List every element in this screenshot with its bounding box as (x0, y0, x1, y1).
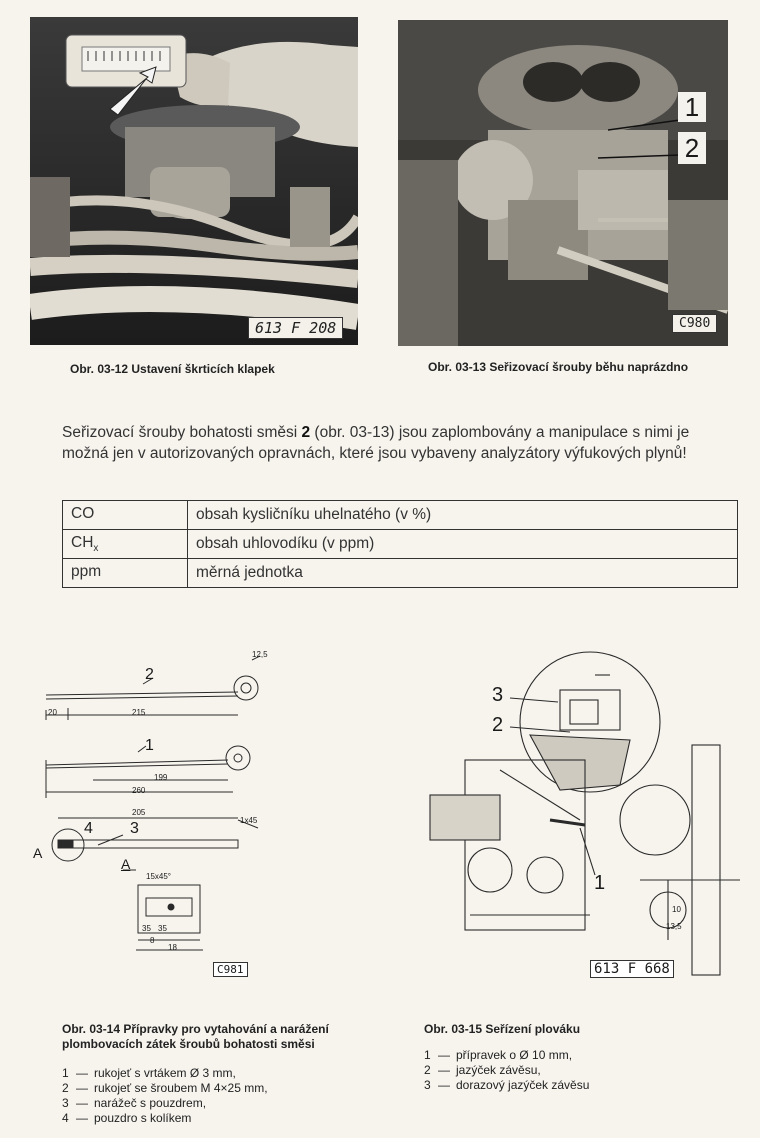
dim-label: 13,5 (666, 922, 682, 931)
table-row (63, 559, 738, 588)
dim-label: 1x45 (240, 816, 258, 825)
float-technical-drawing (410, 650, 740, 985)
warning-paragraph (62, 422, 738, 464)
figure-caption-03-13: Obr. 03-13 Seřizovací šrouby běhu naprázdno (428, 360, 689, 374)
dim-label: 205 (132, 808, 146, 817)
paragraph-bold-ref: 2 (301, 424, 311, 441)
legend-03-14 (62, 1066, 268, 1126)
figure-caption-03-14 (62, 1022, 329, 1052)
table-row (63, 501, 738, 530)
list-item: 2 — jazýček závěsu, (424, 1063, 541, 1077)
figure-code-label: 613 F 668 (590, 960, 674, 978)
callout-1: 1 (594, 872, 606, 894)
dim-label: 10 (672, 905, 681, 914)
unit-abbr: ppm (63, 559, 188, 588)
tools-technical-drawing (28, 640, 358, 985)
dim-label: 20 (48, 708, 57, 717)
dim-label: 15x45° (146, 872, 171, 881)
dim-label: 35 (142, 924, 151, 933)
unit-description: obsah kysličníku uhelnatého (v %) (188, 501, 738, 530)
drawing-float-adjustment-03-15 (410, 650, 740, 985)
list-item: 4 — pouzdro s kolíkem (62, 1111, 192, 1125)
section-label-a-detail: A (121, 856, 131, 872)
list-item: 1 — rukojeť s vrtákem Ø 3 mm, (62, 1066, 236, 1080)
paragraph-text-start: Seřizovací šrouby bohatosti směsi (62, 424, 302, 441)
drawing-tools-03-14 (28, 640, 358, 985)
dim-label: 260 (132, 786, 146, 795)
callout-1: 1 (678, 92, 706, 122)
callout-3: 3 (130, 820, 139, 837)
callout-3: 3 (492, 684, 504, 706)
list-item: 1 — přípravek o Ø 10 mm, (424, 1048, 573, 1062)
section-label-a: A (33, 845, 43, 861)
figure-code-label: C981 (213, 962, 248, 977)
dim-label: 199 (154, 773, 168, 782)
figure-caption-03-12: Obr. 03-12 Ustavení škrticích klapek (70, 362, 275, 376)
callout-1: 1 (145, 737, 154, 754)
caption-line: Obr. 03-14 Přípravky pro vytahování a narážení (62, 1022, 329, 1036)
dim-label: 215 (132, 708, 146, 717)
photo-idle-adjusting-screws (398, 20, 728, 346)
callout-2: 2 (145, 666, 154, 683)
photo-throttle-adjustment (30, 17, 358, 345)
carburetor-photo-illustration (398, 20, 728, 346)
caption-line: plombovacích zátek šroubů bohatosti směsi (62, 1037, 315, 1051)
list-item: 2 — rukojeť se šroubem M 4×25 mm, (62, 1081, 268, 1095)
dim-label: 18 (168, 943, 177, 952)
paragraph-text-end: (obr. 03-13) jsou zaplombovány a manipulace s nimi je možná jen v autorizovaných opravnách, které jsou vybaveny analyzátory výfukových plynů! (62, 424, 690, 462)
unit-description: obsah uhlovodíku (v ppm) (188, 530, 738, 559)
table-row (63, 530, 738, 559)
callout-2: 2 (678, 132, 706, 164)
photo-code-label: 613 F 208 (248, 317, 343, 339)
callout-4: 4 (84, 820, 93, 837)
unit-description: měrná jednotka (188, 559, 738, 588)
dim-label: 35 (158, 924, 167, 933)
photo-code-label: C980 (672, 314, 717, 333)
legend-03-15 (424, 1048, 589, 1093)
dim-label: 8 (150, 936, 155, 945)
dim-label: 12,5 (252, 650, 268, 659)
list-item: 3 — dorazový jazýček závěsu (424, 1078, 590, 1092)
figure-caption-03-15: Obr. 03-15 Seřízení plováku (424, 1022, 581, 1036)
callout-2: 2 (492, 714, 504, 736)
unit-abbr: $CH_x$ (63, 530, 188, 559)
unit-abbr: CO (63, 501, 188, 530)
engine-photo-illustration (30, 17, 358, 345)
list-item: 3 — narážeč s pouzdrem, (62, 1096, 207, 1110)
units-table (62, 500, 738, 588)
